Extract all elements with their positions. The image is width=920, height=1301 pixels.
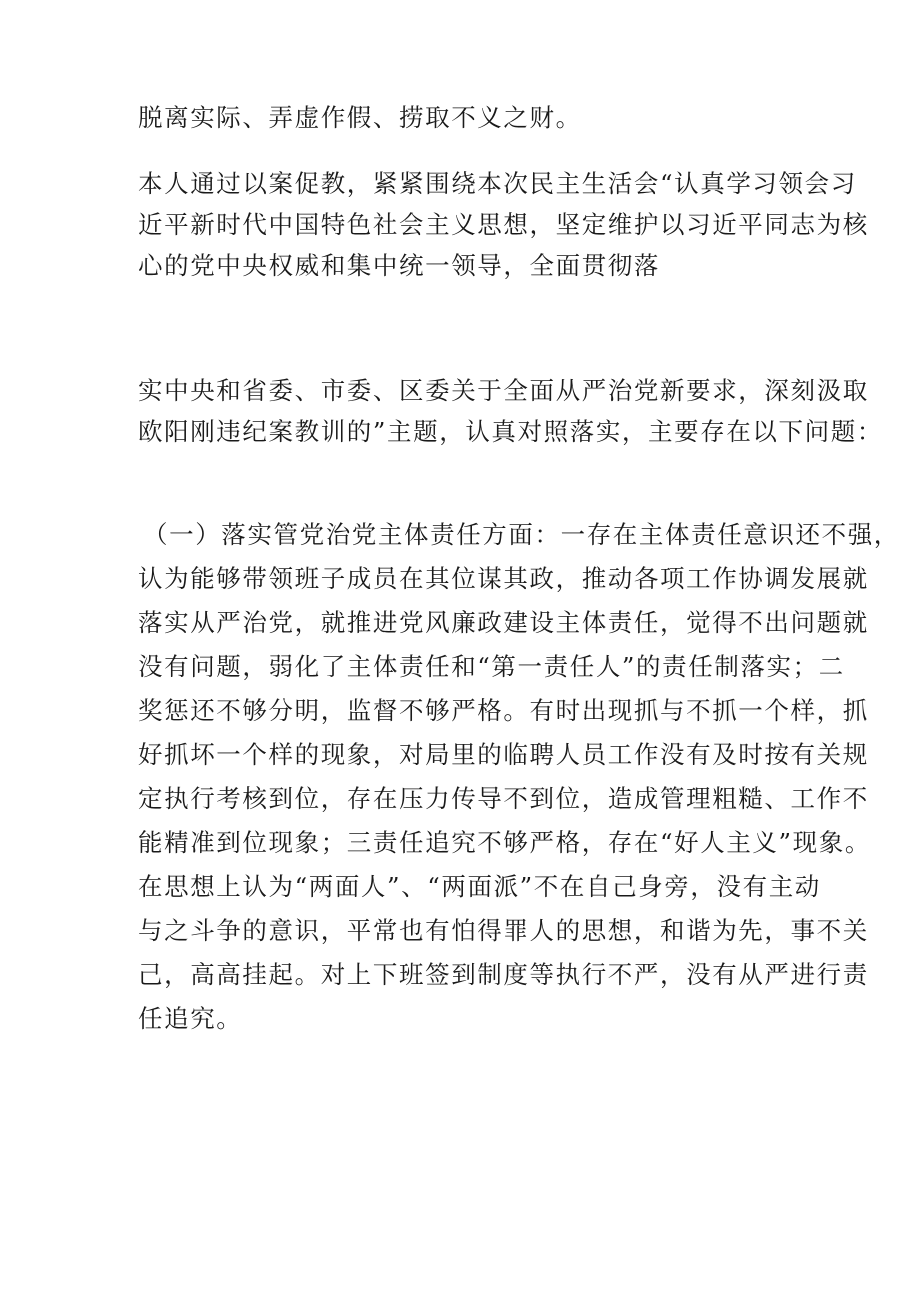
paragraph-2-line-1: 本人通过以案促教，紧紧围绕本次民主生活会“认真学习领会习: [138, 169, 857, 198]
paragraph-4-line-10: 与之斗争的意识，平常也有怕得罪人的思想，和谐为先，事不关: [138, 916, 869, 945]
paragraph-4-line-8: 能精准到位现象；三责任追究不够严格，存在“好人主义”现象。: [138, 828, 871, 857]
paragraph-4-line-11: 己，高高挂起。对上下班签到制度等执行不严，没有从严进行责: [138, 960, 869, 989]
paragraph-4-line-9: 在思想上认为“两面人”、“两面派”不在自己身旁，没有主动: [138, 872, 821, 901]
paragraph-3-line-2: 欧阳刚违纪案教训的”主题，认真对照落实，主要存在以下问题：: [138, 417, 883, 446]
paragraph-2-line-3: 心的党中央权威和集中统一领导，全面贯彻落: [138, 251, 660, 280]
paragraph-4-line-5: 奖惩还不够分明，监督不够严格。有时出现抓与不抓一个样，抓: [138, 696, 869, 725]
paragraph-4-line-6: 好抓坏一个样的现象，对局里的临聘人员工作没有及时按有关规: [138, 740, 869, 769]
paragraph-4-line-7: 定执行考核到位，存在压力传导不到位，造成管理粗糙、工作不: [138, 784, 869, 813]
paragraph-3-line-1: 实中央和省委、市委、区委关于全面从严治党新要求，深刻汲取: [138, 376, 869, 405]
paragraph-4-line-2: 认为能够带领班子成员在其位谋其政，推动各项工作协调发展就: [138, 564, 869, 593]
paragraph-4-line-12: 任追究。: [138, 1004, 243, 1033]
paragraph-1-line-1: 脱离实际、弄虚作假、捞取不义之财。: [138, 103, 582, 132]
paragraph-4-line-3: 落实从严治党，就推进党风廉政建设主体责任，觉得不出问题就: [138, 608, 869, 637]
paragraph-2-line-2: 近平新时代中国特色社会主义思想，坚定维护以习近平同志为核: [138, 210, 869, 239]
paragraph-4-line-1: （一）落实管党治党主体责任方面：一存在主体责任意识还不强，: [143, 520, 900, 549]
paragraph-4-line-4: 没有问题，弱化了主体责任和“第一责任人”的责任制落实；二: [138, 652, 845, 681]
